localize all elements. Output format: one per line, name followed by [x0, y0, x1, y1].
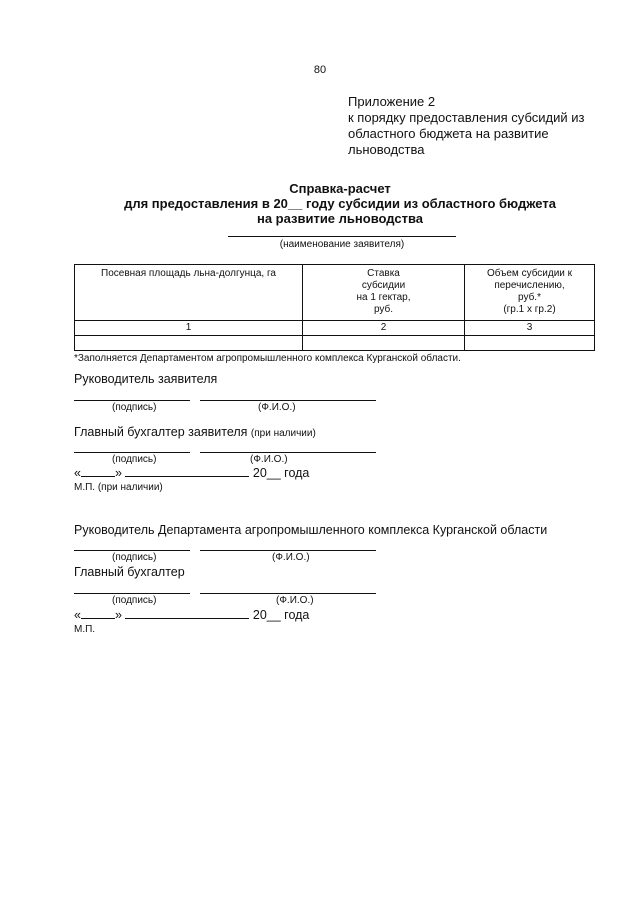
name-caption: (Ф.И.О.)	[250, 454, 288, 465]
calculation-table	[74, 264, 595, 351]
table-cell[interactable]	[303, 336, 465, 351]
stamp-mark: М.П. (при наличии)	[74, 482, 163, 493]
column-number: 2	[303, 321, 465, 336]
header-rate	[303, 265, 465, 321]
appendix-line: к порядку предоставления субсидий из	[348, 110, 585, 125]
department-date-row	[74, 606, 309, 622]
month-field[interactable]	[125, 606, 249, 619]
header-text: (гр.1 x гр.2)	[503, 304, 556, 315]
header-text: субсидии	[361, 280, 406, 291]
applicant-head-title: Руководитель заявителя	[74, 372, 218, 386]
header-text: руб.	[373, 304, 394, 315]
appendix-line: областного бюджета на развитие	[348, 126, 549, 141]
signature-line	[74, 593, 190, 594]
name-line	[200, 593, 376, 594]
table-number-row	[75, 321, 595, 336]
header-text: руб.*	[518, 292, 541, 303]
year-text: 20__ года	[252, 466, 310, 480]
appendix-line: Приложение 2	[348, 94, 436, 109]
name-line	[200, 452, 376, 453]
month-field[interactable]	[125, 464, 249, 477]
name-caption: (Ф.И.О.)	[272, 552, 310, 563]
name-line	[200, 550, 376, 551]
stamp-mark: М.П.	[74, 624, 96, 635]
title-line-1: Справка-расчет	[289, 181, 391, 196]
applicant-accountant-title	[74, 425, 316, 439]
title-line-3: на развитие льноводства	[256, 211, 424, 226]
header-sown-area	[75, 265, 303, 321]
appendix-header	[348, 94, 584, 158]
appendix-line: льноводства	[348, 142, 425, 157]
accountant-title-text: Главный бухгалтер заявителя	[74, 425, 248, 439]
signature-line	[74, 452, 190, 453]
signature-caption: (подпись)	[112, 552, 157, 563]
signature-caption: (подпись)	[112, 454, 157, 465]
header-subsidy-amount	[465, 265, 595, 321]
header-text: Посевная площадь льна-долгунца, га	[101, 268, 276, 279]
department-head-title: Руководитель Департамента агропромышленного комплекса Курганской области	[74, 523, 548, 537]
department-accountant-title: Главный бухгалтер	[74, 565, 185, 579]
signature-caption: (подпись)	[112, 595, 157, 606]
table-row	[75, 336, 595, 351]
column-number: 3	[465, 321, 595, 336]
year-text: 20__ года	[252, 608, 310, 622]
quote-close: »	[114, 466, 122, 480]
applicant-name-caption: (наименование заявителя)	[279, 239, 405, 250]
day-field[interactable]	[81, 464, 115, 477]
applicant-date-row	[74, 464, 309, 480]
page-number: 80	[313, 64, 327, 76]
table-cell[interactable]	[75, 336, 303, 351]
title-line-2: для предоставления в 20__ году субсидии из областного бюджета	[124, 196, 556, 211]
signature-caption: (подпись)	[112, 402, 157, 413]
table-cell[interactable]	[465, 336, 595, 351]
name-line	[200, 400, 376, 401]
signature-line	[74, 400, 190, 401]
header-text: Ставка	[367, 268, 400, 279]
day-field[interactable]	[81, 606, 115, 619]
quote-open: «	[74, 608, 81, 622]
signature-line	[74, 550, 190, 551]
header-text: на 1 гектар,	[356, 292, 411, 303]
applicant-name-line	[228, 236, 456, 237]
table-header-row	[75, 265, 595, 321]
header-text: Объем субсидии к	[486, 268, 573, 279]
header-text: перечислению,	[494, 280, 565, 291]
document-title	[60, 181, 620, 226]
quote-open: «	[74, 466, 81, 480]
footnote: *Заполняется Департаментом агропромышленного комплекса Курганской области.	[74, 353, 461, 364]
name-caption: (Ф.И.О.)	[258, 402, 296, 413]
name-caption: (Ф.И.О.)	[276, 595, 314, 606]
quote-close: »	[114, 608, 122, 622]
column-number: 1	[75, 321, 303, 336]
accountant-note: (при наличии)	[250, 428, 316, 439]
